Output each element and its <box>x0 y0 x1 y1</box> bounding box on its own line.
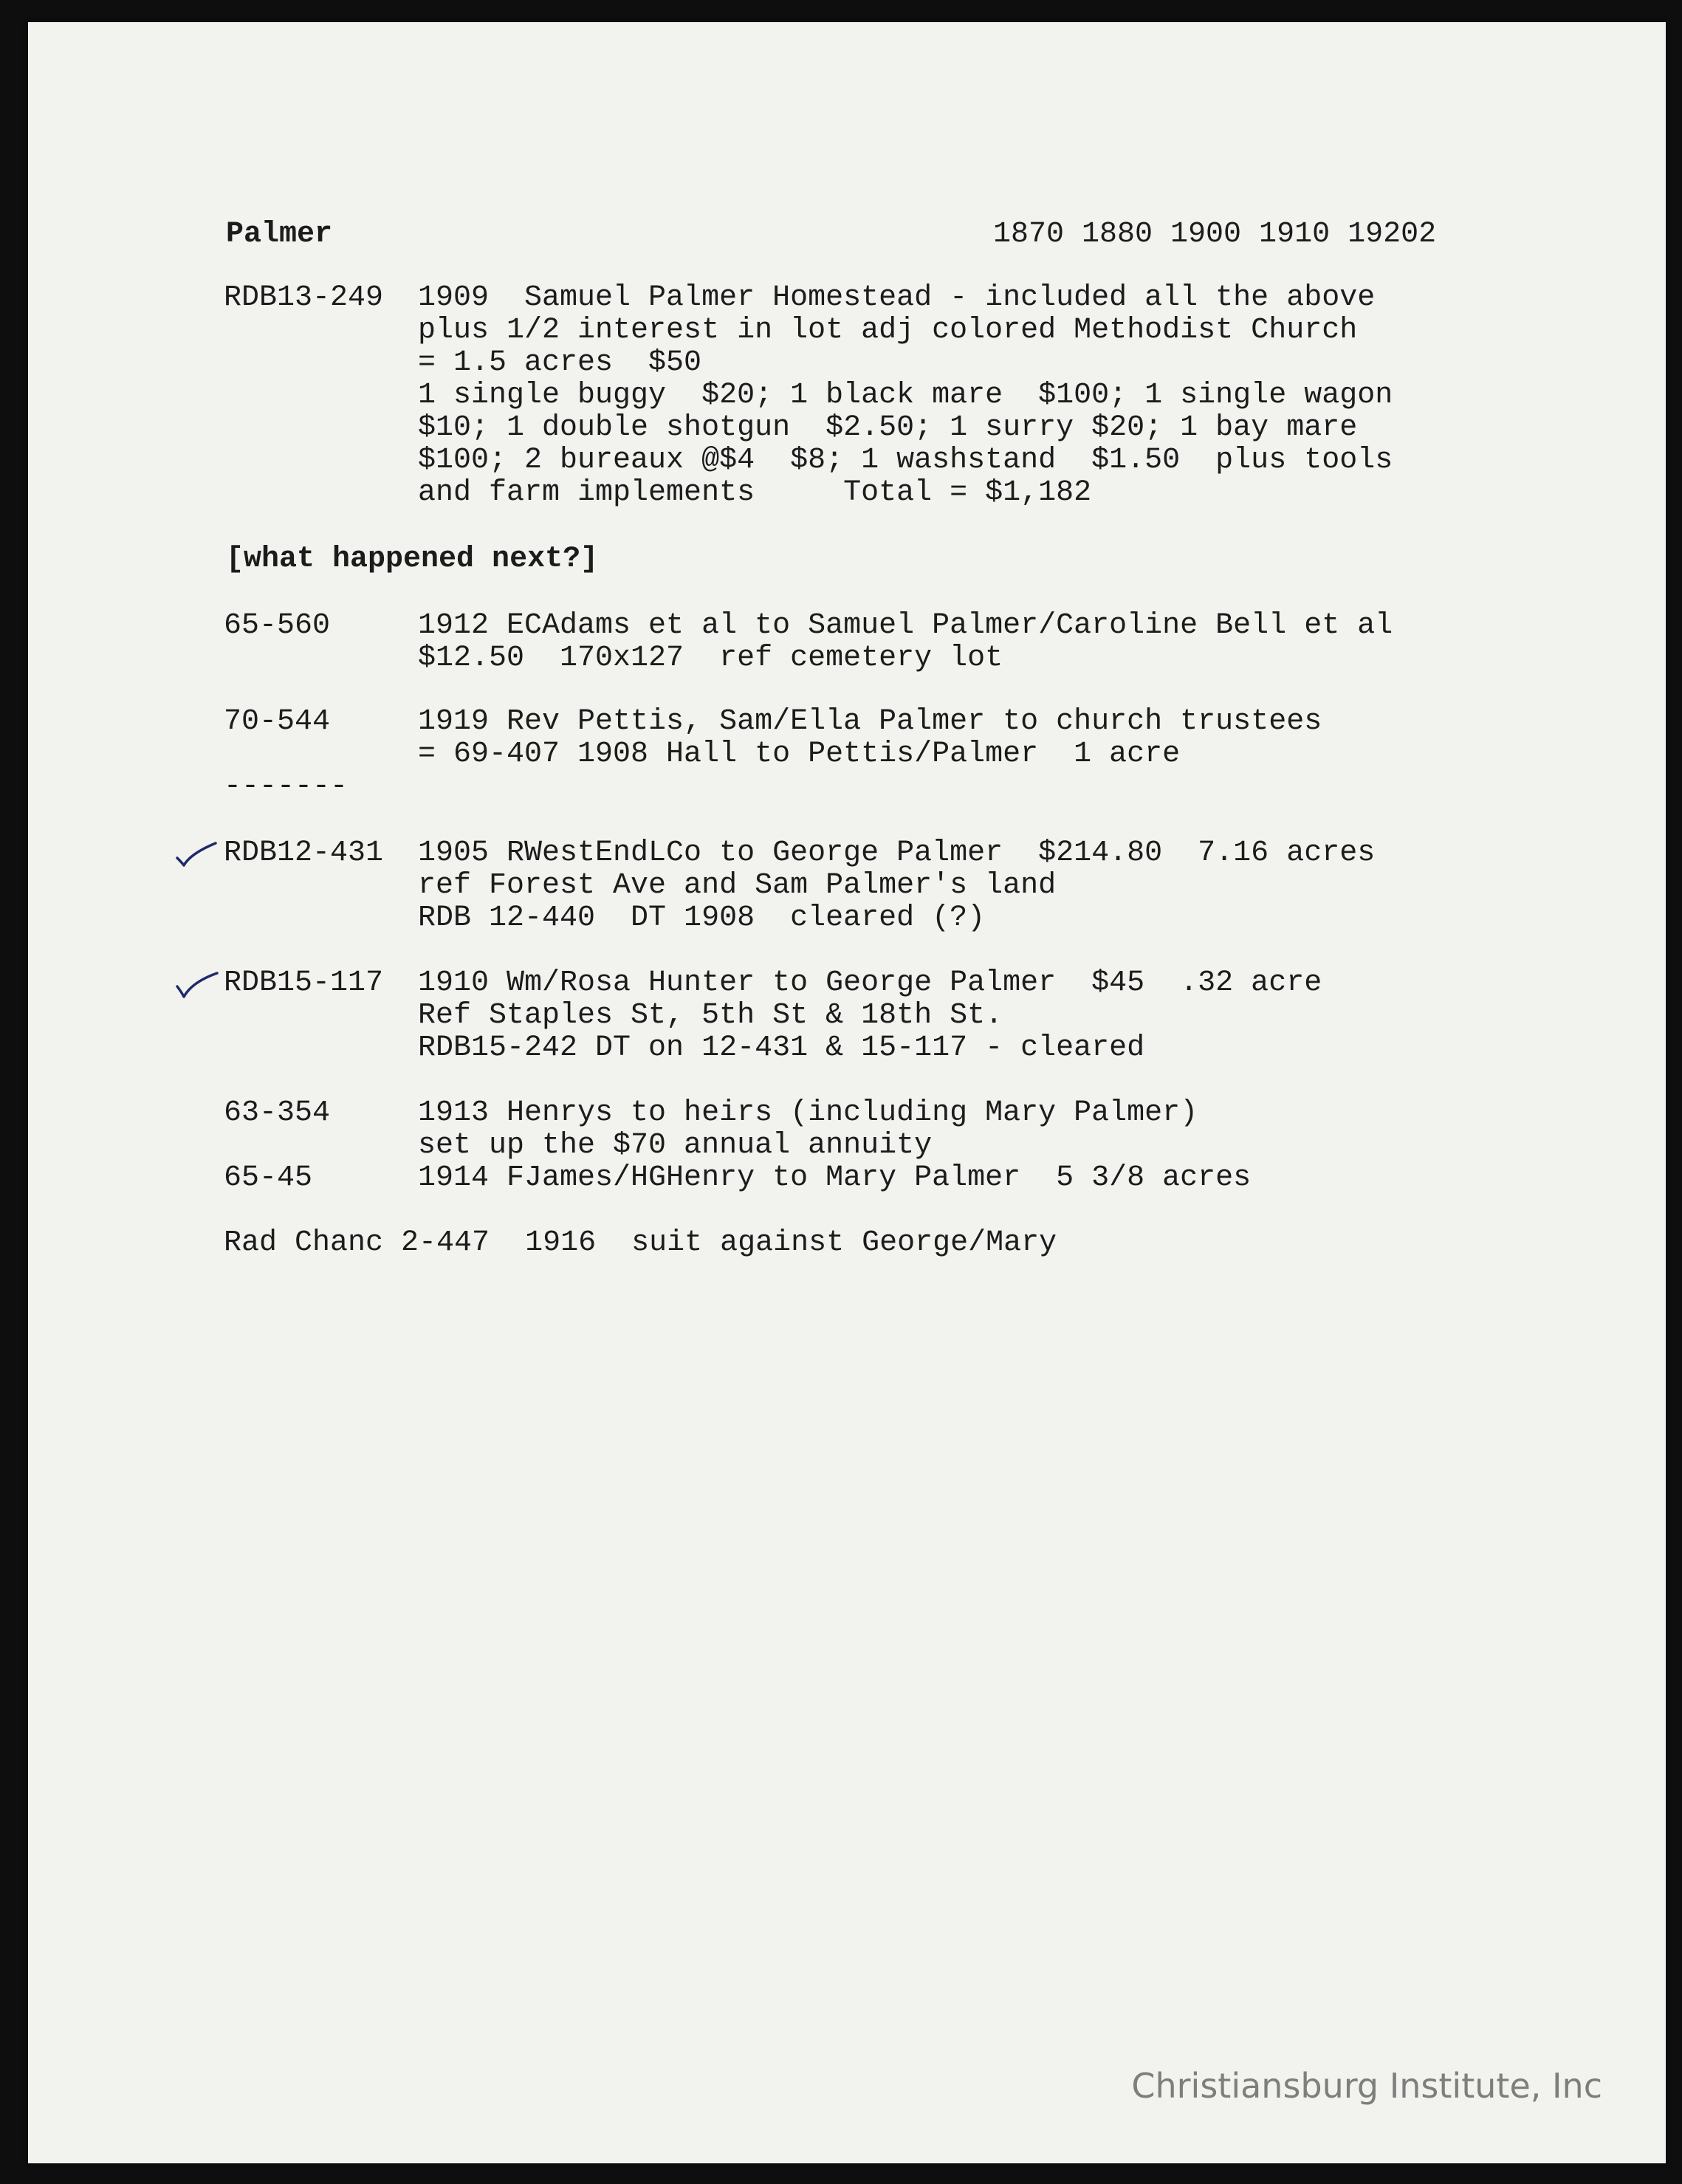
entry-line: $100; 2 bureaux @$4 $8; 1 washstand $1.50 plus tools <box>418 444 1393 477</box>
entry-line: 1912 ECAdams et al to Samuel Palmer/Caroline Bell et al <box>418 609 1393 642</box>
entry-line: 1 single buggy $20; 1 black mare $100; 1 single wagon <box>418 379 1393 412</box>
document-page <box>28 22 1666 2163</box>
header-years: 1870 1880 1900 1910 19202 <box>993 218 1437 251</box>
entry-ref: RDB13-249 <box>224 281 384 315</box>
watermark: Christiansburg Institute, Inc <box>1131 2066 1602 2106</box>
entry-line: 1919 Rev Pettis, Sam/Ella Palmer to church trustees <box>418 705 1322 738</box>
final-entry: Rad Chanc 2-447 1916 suit against George/Mary <box>224 1226 1057 1260</box>
entry-line: ref Forest Ave and Sam Palmer's land <box>418 869 1057 902</box>
entry-ref: 65-45 <box>224 1161 313 1195</box>
entry-line: set up the $70 annual annuity <box>418 1129 933 1162</box>
entry-line: = 69-407 1908 Hall to Pettis/Palmer 1 acre <box>418 738 1181 771</box>
entry-ref: 63-354 <box>224 1096 331 1130</box>
header-name: Palmer <box>226 218 333 251</box>
entry-ref: 70-544 <box>224 705 331 738</box>
entry-line: and farm implements Total = $1,182 <box>418 476 1092 509</box>
question-note: [what happened next?] <box>226 543 599 576</box>
entry-ref: RDB12-431 <box>224 837 384 870</box>
handwritten-checkmark-icon <box>174 840 219 870</box>
entry-line: RDB 12-440 DT 1908 cleared (?) <box>418 902 986 935</box>
entry-line: 1909 Samuel Palmer Homestead - included all the above <box>418 281 1376 315</box>
entry-line: 1914 FJames/HGHenry to Mary Palmer 5 3/8 acres <box>418 1161 1252 1195</box>
entry-ref: 65-560 <box>224 609 331 642</box>
handwritten-checkmark-icon <box>174 970 219 1000</box>
entry-line: Ref Staples St, 5th St & 18th St. <box>418 999 1003 1032</box>
entry-line: RDB15-242 DT on 12-431 & 15-117 - cleared <box>418 1031 1145 1065</box>
entry-line: 1905 RWestEndLCo to George Palmer $214.80 7.16 acres <box>418 837 1376 870</box>
entry-line: 1910 Wm/Rosa Hunter to George Palmer $45 .32 acre <box>418 966 1322 1000</box>
entry-line: 1913 Henrys to heirs (including Mary Palmer) <box>418 1096 1198 1130</box>
separator: ------- <box>224 770 349 803</box>
entry-line: = 1.5 acres $50 <box>418 346 702 380</box>
entry-ref: RDB15-117 <box>224 966 384 1000</box>
entry-line: plus 1/2 interest in lot adj colored Methodist Church <box>418 314 1358 347</box>
entry-line: $10; 1 double shotgun $2.50; 1 surry $20; 1 bay mare <box>418 411 1358 444</box>
entry-line: $12.50 170x127 ref cemetery lot <box>418 642 1003 675</box>
